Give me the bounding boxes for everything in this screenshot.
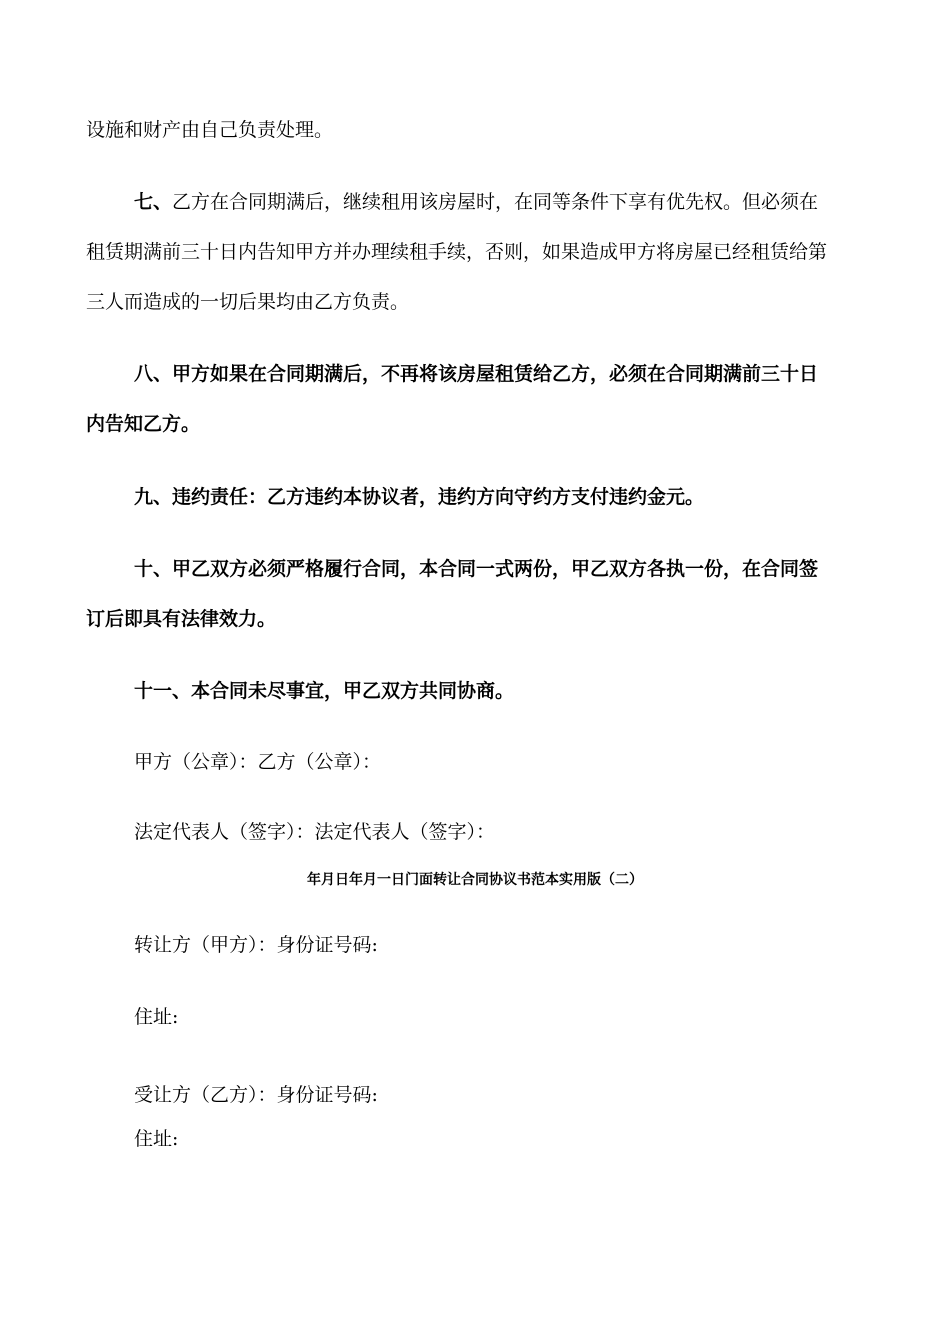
transferor-line	[134, 933, 378, 957]
paragraph-7-line-1	[134, 190, 818, 214]
paragraph-8-line-2	[86, 412, 200, 436]
paragraph-9-text: 九、违约责任：乙方违约本协议者，违约方向守约方支付违约金元。	[134, 486, 705, 508]
paragraph-7-line-2-text: 租赁期满前三十日内告知甲方并办理续租手续，否则，如果造成甲方将房屋已经租赁给第	[86, 241, 828, 263]
paragraph-7-number: 七、	[134, 191, 173, 213]
paragraph-10-line-1	[134, 557, 818, 581]
paragraph-8-line-2-text: 内告知乙方。	[86, 413, 201, 435]
transferee-line	[134, 1083, 378, 1107]
paragraph-7-line-3	[86, 290, 409, 314]
paragraph-10-line-1-text: 十、甲乙双方必须严格履行合同，本合同一式两份，甲乙双方各执一份，在合同签	[134, 558, 819, 580]
second-contract-title	[0, 870, 950, 890]
transferor-text: 转让方（甲方）：身份证号码:	[134, 934, 378, 956]
representative-signature-text: 法定代表人（签字）：法定代表人（签字）：	[134, 821, 496, 843]
transferor-address-line	[134, 1005, 178, 1029]
paragraph-10-line-2	[86, 607, 276, 631]
paragraph-7-line-1-text: 乙方在合同期满后，继续租用该房屋时，在同等条件下享有优先权。但必须在	[172, 191, 819, 213]
transferor-address-text: 住址:	[134, 1006, 179, 1028]
seal-line-text: 甲方（公章）：乙方（公章）：	[134, 751, 382, 773]
paragraph-11-text: 十一、本合同未尽事宜，甲乙双方共同协商。	[134, 680, 515, 702]
paragraph-7-line-3-text: 三人而造成的一切后果均由乙方负责。	[86, 291, 410, 313]
transferee-text: 受让方（乙方）：身份证号码:	[134, 1084, 378, 1106]
representative-signature-line	[134, 820, 495, 844]
paragraph-10-line-2-text: 订后即具有法律效力。	[86, 608, 277, 630]
paragraph-11	[134, 679, 514, 703]
paragraph-6-tail-text: 设施和财产由自己负责处理。	[86, 119, 334, 141]
transferee-address-text: 住址:	[134, 1128, 179, 1150]
paragraph-6-tail	[86, 118, 333, 142]
second-contract-title-text: 年月日年月一日门面转让合同协议书范本实用版（二）	[307, 872, 643, 888]
paragraph-8-line-1-text: 八、甲方如果在合同期满后，不再将该房屋租赁给乙方，必须在合同期满前三十日	[134, 363, 819, 385]
paragraph-9	[134, 485, 704, 509]
paragraph-8-line-1	[134, 362, 818, 386]
seal-line	[134, 750, 381, 774]
transferee-address-line	[134, 1127, 178, 1151]
paragraph-7-line-2	[86, 240, 827, 264]
